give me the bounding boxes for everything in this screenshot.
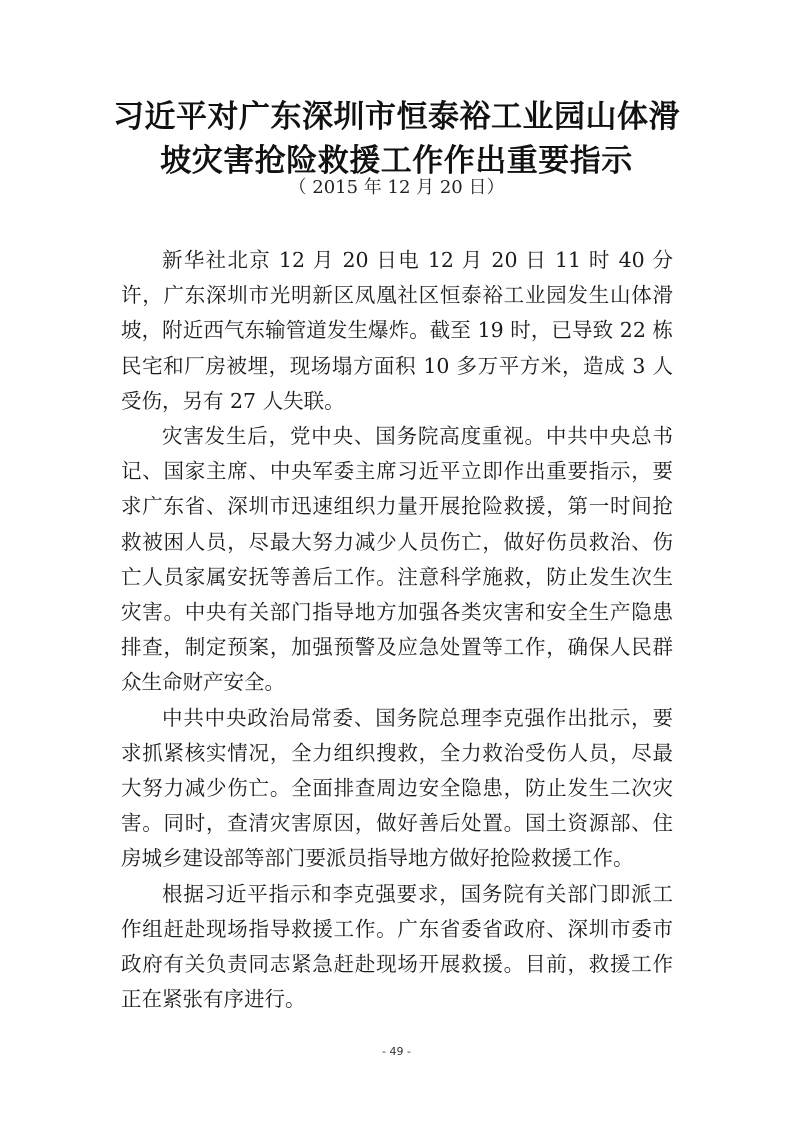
paragraph-3: 中共中央政治局常委、国务院总理李克强作出批示，要求抓紧核实情况，全力组织搜救，全力救治受伤人员，尽最大努力减少伤亡。全面排查周边安全隐患，防止发生二次灾害。同时，查清灾害原因，做好善后处置。国土资源部、住房城乡建设部等部门要派员指导地方做好抢险救援工作。 — [121, 705, 673, 871]
document-title — [60, 95, 733, 183]
page-number: - 49 - — [382, 1045, 411, 1058]
title-line-1: 习近平对广东深圳市恒泰裕工业园山体滑 — [113, 99, 680, 135]
paragraph-4: 根据习近平指示和李克强要求，国务院有关部门即派工作组赶赴现场指导救援工作。广东省委省政府、深圳市委市政府有关负责同志紧急赶赴现场开展救援。目前，救援工作正在紧张有序进行。 — [121, 881, 673, 1012]
paragraph-2: 灾害发生后，党中央、国务院高度重视。中共中央总书记、国家主席、中央军委主席习近平立即作出重要指示，要求广东省、深圳市迅速组织力量开展抢险救援，第一时间抢救被困人员，尽最大努力减少人员伤亡，做好伤员救治、伤亡人员家属安抚等善后工作。注意科学施救，防止发生次生灾害。中央有关部门指导地方加强各类灾害和安全生产隐患排查，制定预案，加强预警及应急处置等工作，确保人民群众生命财产安全。 — [121, 424, 673, 695]
document-date: （ 2015 年 12 月 20 日） — [288, 177, 505, 198]
paragraph-1: 新华社北京 12 月 20 日电 12 月 20 日 11 时 40 分许，广东深圳市光明新区凤凰社区恒泰裕工业园发生山体滑坡，附近西气东输管道发生爆炸。截至 19 时，已导致 22 栋民宅和厂房被埋，现场塌方面积 10 多万平方米，造成 3 人受伤，另有 27 人失联。 — [121, 248, 673, 413]
title-line-2: 坡灾害抢险救援工作作出重要指示 — [160, 143, 633, 179]
document-body — [121, 243, 673, 1017]
